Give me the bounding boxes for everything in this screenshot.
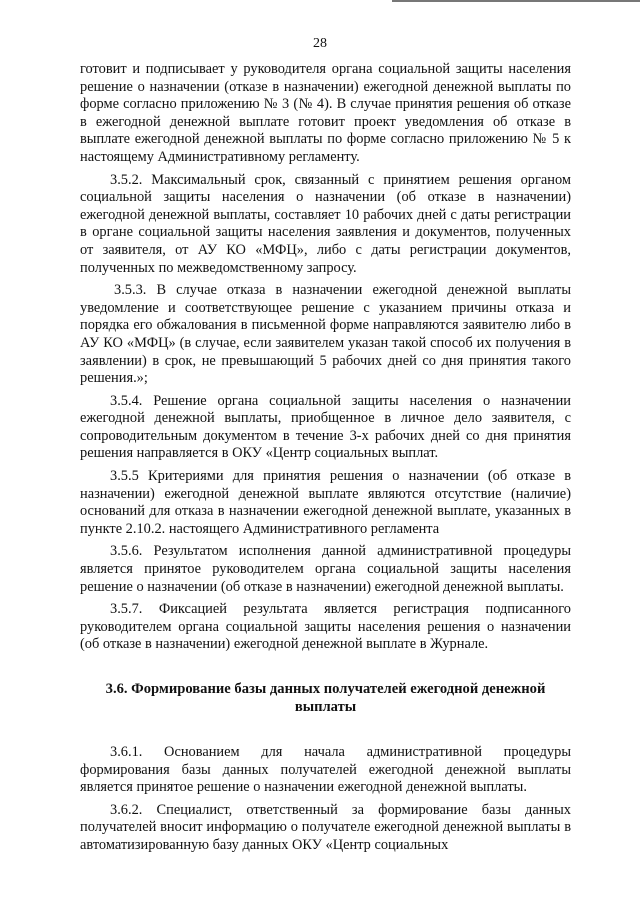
scan-edge-line <box>392 0 640 2</box>
paragraph-3-6-2: 3.6.2. Специалист, ответственный за формирование базы данных получателей вносит информацию о получателе ежегодной денежной выплаты в автоматизированную базу данных ОКУ «Центр социальных <box>80 801 571 853</box>
paragraph-3-5-3: 3.5.3. В случае отказа в назначении ежегодной денежной выплаты уведомление и соответствующее решение с указанием причины отказа и порядка его обжалования в письменной форме направляются заявителю либо в АУ КО «МФЦ» (в случае, если заявителем указан такой способ их получения в заявлении) в срок, не превышающий 5 рабочих дней со дня принятия такого решения.»; <box>80 282 571 387</box>
paragraph-3-5-4: 3.5.4. Решение органа социальной защиты населения о назначении ежегодной денежной выплаты, приобщенное в личное дело заявителя, с сопроводительным документом в течение 3-х рабочих дней со дня принятия решения направляется в ОКУ «Центр социальных выплат. <box>80 392 571 462</box>
paragraph-3-5-6: 3.5.6. Результатом исполнения данной административной процедуры является принятое руководителем органа социальной защиты населения решение о назначении (об отказе в назначении) ежегодной денежной выплаты. <box>80 543 571 595</box>
paragraph-continuation: готовит и подписывает у руководителя органа социальной защиты населения решение о назначении (отказе в назначении) ежегодной денежной выплаты по форме согласно приложению № 3 (№ 4). В случае принятия решения об отказе в ежегодной денежной выплате готовит проект уведомления об отказе в выплате ежегодной денежной выплаты по форме согласно приложению № 5 к настоящему Административному регламенту. <box>80 61 571 165</box>
paragraph-3-5-5: 3.5.5 Критериями для принятия решения о назначении (об отказе в назначении) ежегодной денежной выплате являются отсутствие (наличие) оснований для отказа в назначении ежегодной денежной выплате, указанных в пункте 2.10.2. настоящего Административного регламента <box>80 468 571 537</box>
paragraph-3-5-2: 3.5.2. Максимальный срок, связанный с принятием решения органом социальной защиты населения о назначении (об отказе в назначении) ежегодной денежной выплаты, составляет 10 рабочих дней с даты регистрации в органе социальной защиты населения заявления и документов, полученных от заявителя, от АУ КО «МФЦ», либо с даты регистрации документов, полученных по межведомственному запросу. <box>80 171 571 276</box>
section-heading-3-6: 3.6. Формирование базы данных получателей ежегодной денежной выплаты <box>105 681 546 715</box>
paragraph-3-6-1: 3.6.1. Основанием для начала административной процедуры формирования базы данных получателей ежегодной денежной выплаты является принятое решение о назначении ежегодной денежной выплаты. <box>80 744 571 796</box>
document-body <box>80 61 571 860</box>
page-number: 28 <box>313 36 327 51</box>
paragraph-3-5-7: 3.5.7. Фиксацией результата является регистрация подписанного руководителем органа социальной защиты населения решения о назначении (об отказе в назначении) ежегодной денежной выплате в Журнале. <box>80 601 571 653</box>
